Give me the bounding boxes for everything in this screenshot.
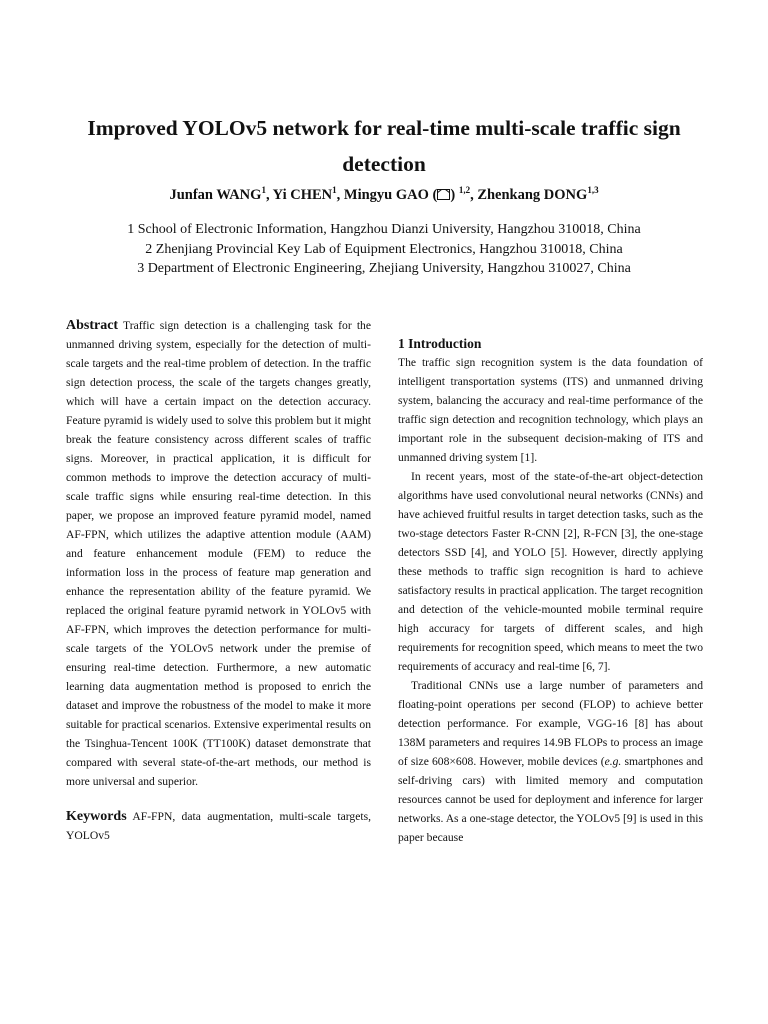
- affiliation-1: 1 School of Electronic Information, Hangzhou Dianzi University, Hangzhou 310018, China: [127, 222, 641, 237]
- left-column: [66, 316, 371, 845]
- author-name: Junfan WANG: [169, 186, 262, 203]
- author-affil-sup: 1: [332, 185, 337, 195]
- keywords-text: AF-FPN, data augmentation, multi-scale targets, YOLOv5: [66, 810, 371, 842]
- keywords-label: Keywords: [66, 809, 127, 824]
- affiliation-list: [60, 220, 708, 279]
- intro-paragraph-2: In recent years, most of the state-of-the-art object-detection algorithms have used convolutional neural networks (CNNs) and have achieved fruitful results in target detection tasks, such as the two-stage detectors Faster R-CNN [2], R-FCN [3], the one-stage detectors SSD [4], and YOLO [5]. However, directly applying these methods to traffic sign recognition is hard to achieve satisfactory results in practical application. The target recognition and detection of the vehicle-mounted mobile terminal require high accuracy for targets of different scales, and high requirements for recognition speed, which means to meet the two requirements of accuracy and real-time [6, 7].: [398, 470, 703, 673]
- author-list: Junfan WANG$^1$, Yi CHEN$^1$, Mingyu GAO ( ) $^{1,2}$, Zhenkang DONG$^{1,3}$: [169, 185, 599, 203]
- author-affil-sup: 1: [261, 185, 266, 195]
- intro-paragraph-3: Traditional CNNs use a large number of parameters and floating-point operations per second (FLOP) to achieve better detection performance. For example, VGG-16 [8] has about 138M parameters and requires 14.9B FLOPs to process an image of size 608×608. However, mobile devices (e.g. smartphones and self-driving cars) with limited memory and computation resources cannot be used for deployment and inference for larger networks. As a one-stage detector, the YOLOv5 [9] is used in this paper because: [398, 679, 703, 844]
- author-affil-sup: 1,2: [458, 185, 471, 195]
- abstract-text: Traffic sign detection is a challenging task for the unmanned driving system, especially for the detection of multi-scale targets and the real-time problem of detection. In the traffic sign detection process, the scale of the targets changes greatly, which will have a certain impact on the detection accuracy. Feature pyramid is widely used to solve this problem but it might break the feature consistency across different scales of traffic signs. Moreover, in practical application, it is difficult for common methods to improve the detection accuracy of multi-scale traffic signs while ensuring real-time detection. In this paper, we propose an improved feature pyramid model, named AF-FPN, which utilizes the adaptive attention module (AAM) and feature enhancement module (FEM) to reduce the information loss in the process of feature map generation and enhance the representation ability of the feature pyramid. We replaced the original feature pyramid network in YOLOv5 with AF-FPN, which improves the detection performance for multi-scale targets of the YOLOv5 network under the premise of ensuring real-time detection. Furthermore, a new automatic learning data augmentation method is proposed to enrich the dataset and improve the robustness of the model to make it more suitable for practical scenarios. Extensive experimental results on the Tsinghua-Tencent 100K (TT100K) dataset demonstrate that compared with several state-of-the-art methods, our method is more universal and superior.: [66, 319, 371, 788]
- section-heading-introduction: 1 Introduction: [398, 336, 482, 351]
- right-column: [398, 334, 703, 847]
- envelope-icon: [437, 189, 450, 200]
- paper-title: Improved YOLOv5 network for real-time multi-scale traffic sign detection: [87, 116, 681, 176]
- author-name: Yi CHEN: [272, 186, 333, 203]
- author-name: Mingyu GAO (: [343, 186, 438, 203]
- author-affil-sup: 1,3: [587, 185, 599, 195]
- affiliation-3: 3 Department of Electronic Engineering, Zhejiang University, Hangzhou 310027, China: [137, 261, 631, 276]
- keywords: [66, 807, 371, 845]
- abstract: [66, 316, 371, 791]
- intro-paragraph-1: The traffic sign recognition system is the data foundation of intelligent transportation systems (ITS) and unmanned driving system, balancing the accuracy and real-time performance of the traffic sign detection and recognition technology, which plays an important role in the subsequent decision-making of ITS and unmanned driving system [1].: [398, 356, 703, 464]
- author-name: Zhenkang DONG: [477, 186, 588, 203]
- abstract-label: Abstract: [66, 318, 119, 333]
- affiliation-2: 2 Zhenjiang Provincial Key Lab of Equipment Electronics, Hangzhou 310018, China: [145, 241, 623, 257]
